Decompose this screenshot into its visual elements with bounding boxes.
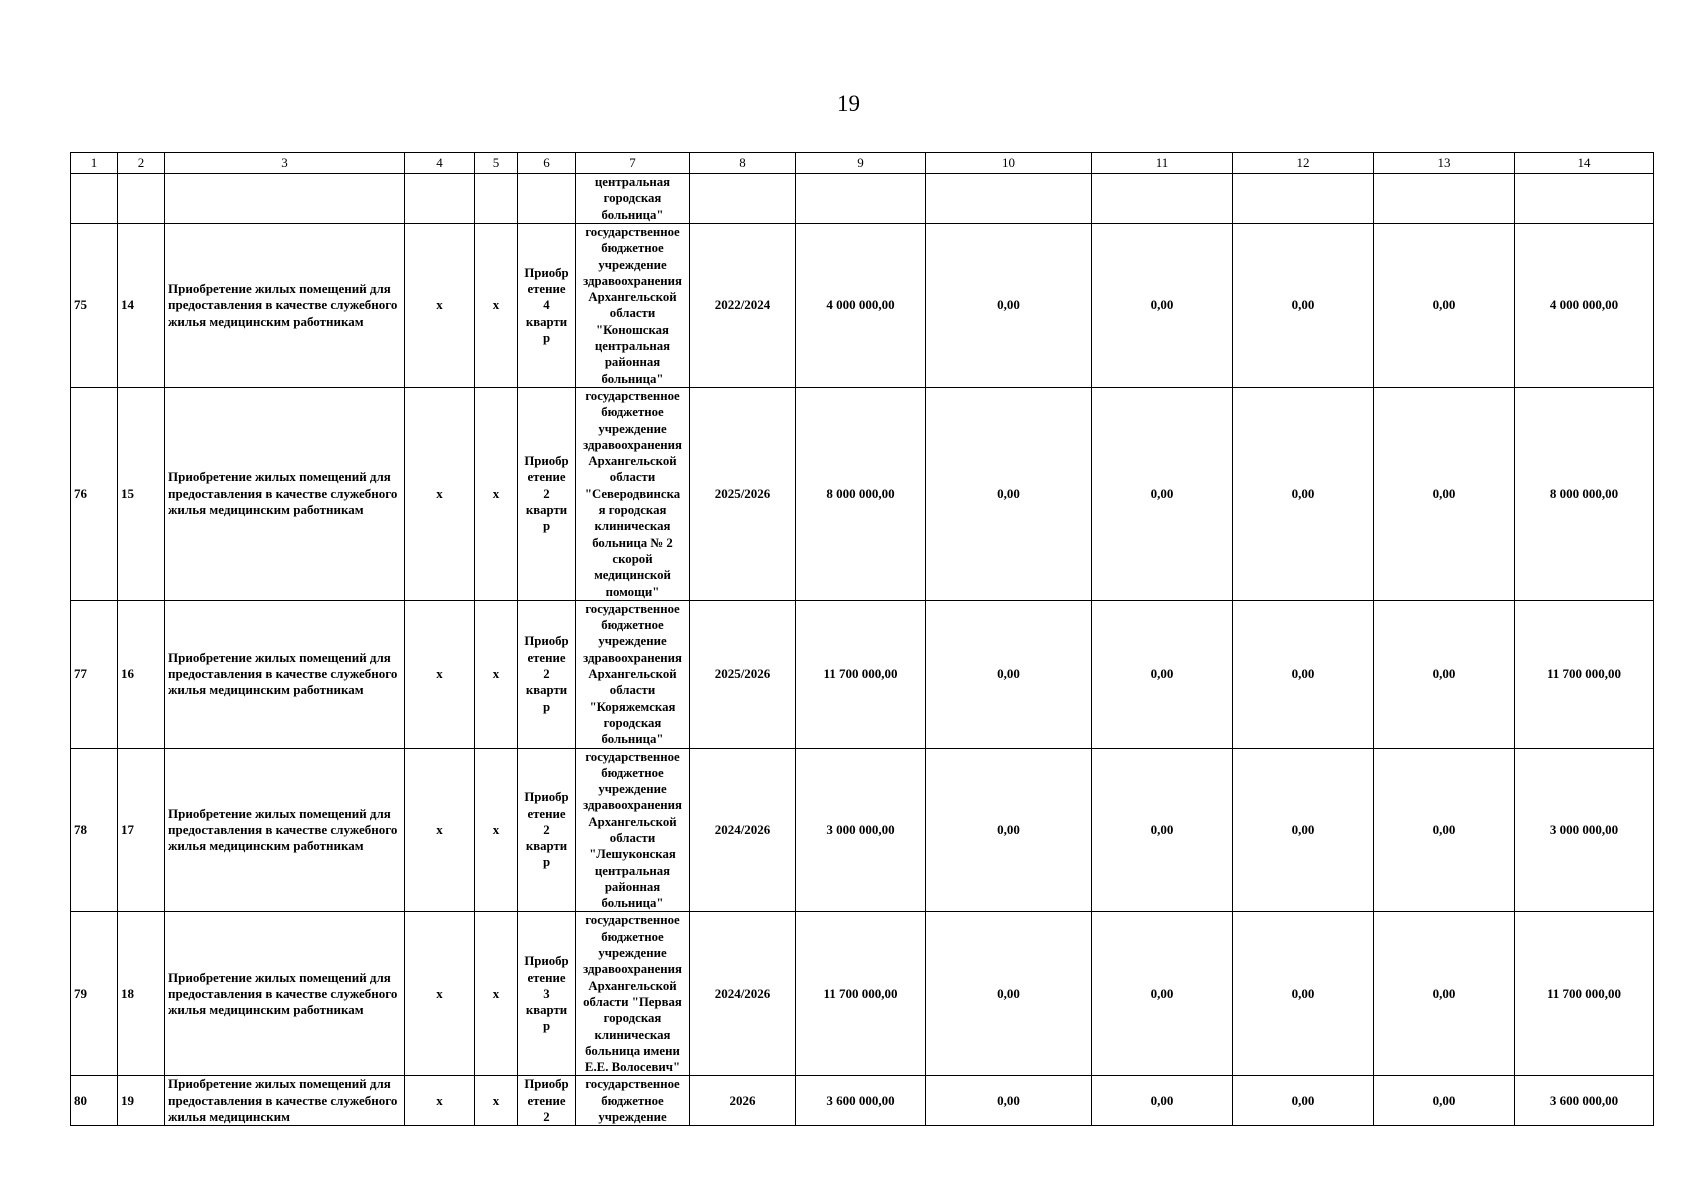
page-number: 19 bbox=[837, 91, 860, 116]
header-cell: 4 bbox=[405, 153, 475, 174]
org-cell: государственное бюджетное учреждение здравоохранения Архангельской области "Коряжемская городская больница" bbox=[576, 600, 690, 748]
table-row bbox=[71, 600, 1654, 748]
header-cell: 10 bbox=[926, 153, 1092, 174]
col5-cell: х bbox=[475, 748, 518, 912]
org-cell: центральная городская больница" bbox=[576, 174, 690, 224]
measure-name: Приобретение жилых помещений для предоставления в качестве служебного жилья медицинским работникам bbox=[165, 224, 405, 388]
amount-cell: 0,00 bbox=[1374, 748, 1515, 912]
header-cell: 14 bbox=[1515, 153, 1654, 174]
empty-cell bbox=[518, 174, 576, 224]
period-cell: 2025/2026 bbox=[690, 387, 796, 600]
amount-cell: 0,00 bbox=[1374, 387, 1515, 600]
org-cell: государственное бюджетное учреждение здравоохранения Архангельской области "Северодвинска я городская клиническая больница № 2 скорой медицинской помощи" bbox=[576, 387, 690, 600]
sub-number: 15 bbox=[118, 387, 165, 600]
empty-cell bbox=[1233, 174, 1374, 224]
amount-cell: 11 700 000,00 bbox=[796, 600, 926, 748]
measure-name: Приобретение жилых помещений для предоставления в качестве служебного жилья медицинским bbox=[165, 1076, 405, 1126]
col5-cell: х bbox=[475, 224, 518, 388]
row-number: 76 bbox=[71, 387, 118, 600]
header-cell: 1 bbox=[71, 153, 118, 174]
amount-cell: 11 700 000,00 bbox=[796, 912, 926, 1076]
result-cell: Приобр етение 4 кварти р bbox=[518, 224, 576, 388]
table-row-continuation bbox=[71, 174, 1654, 224]
header-cell: 12 bbox=[1233, 153, 1374, 174]
amount-cell: 3 000 000,00 bbox=[796, 748, 926, 912]
amount-cell: 8 000 000,00 bbox=[796, 387, 926, 600]
col5-cell: х bbox=[475, 1076, 518, 1126]
header-cell: 6 bbox=[518, 153, 576, 174]
result-cell: Приобр етение 2 кварти р bbox=[518, 387, 576, 600]
org-cell: государственное бюджетное учреждение здравоохранения Архангельской области "Лешуконская центральная районная больница" bbox=[576, 748, 690, 912]
amount-cell: 0,00 bbox=[1374, 1076, 1515, 1126]
empty-cell bbox=[118, 174, 165, 224]
col4-cell: х bbox=[405, 387, 475, 600]
empty-cell bbox=[1092, 174, 1233, 224]
amount-cell: 0,00 bbox=[926, 387, 1092, 600]
org-cell: государственное бюджетное учреждение здравоохранения Архангельской области "Коношская центральная районная больница" bbox=[576, 224, 690, 388]
amount-cell: 0,00 bbox=[926, 1076, 1092, 1126]
table-row bbox=[71, 387, 1654, 600]
header-row bbox=[71, 153, 1654, 174]
header-cell: 9 bbox=[796, 153, 926, 174]
table-row bbox=[71, 912, 1654, 1076]
table-row bbox=[71, 224, 1654, 388]
result-cell: Приобр етение 2 bbox=[518, 1076, 576, 1126]
amount-cell: 0,00 bbox=[1092, 912, 1233, 1076]
col4-cell: х bbox=[405, 912, 475, 1076]
amount-cell: 0,00 bbox=[1233, 387, 1374, 600]
empty-cell bbox=[690, 174, 796, 224]
header-cell: 7 bbox=[576, 153, 690, 174]
amount-cell: 11 700 000,00 bbox=[1515, 912, 1654, 1076]
measure-name: Приобретение жилых помещений для предоставления в качестве служебного жилья медицинским работникам bbox=[165, 600, 405, 748]
result-cell: Приобр етение 2 кварти р bbox=[518, 748, 576, 912]
header-cell: 8 bbox=[690, 153, 796, 174]
amount-cell: 0,00 bbox=[1233, 1076, 1374, 1126]
empty-cell bbox=[405, 174, 475, 224]
empty-cell bbox=[1515, 174, 1654, 224]
row-number: 80 bbox=[71, 1076, 118, 1126]
col5-cell: х bbox=[475, 600, 518, 748]
amount-cell: 3 600 000,00 bbox=[796, 1076, 926, 1126]
period-cell: 2025/2026 bbox=[690, 600, 796, 748]
amount-cell: 0,00 bbox=[1092, 600, 1233, 748]
sub-number: 18 bbox=[118, 912, 165, 1076]
col5-cell: х bbox=[475, 387, 518, 600]
row-number: 75 bbox=[71, 224, 118, 388]
amount-cell: 0,00 bbox=[926, 912, 1092, 1076]
row-number: 78 bbox=[71, 748, 118, 912]
row-number: 77 bbox=[71, 600, 118, 748]
sub-number: 19 bbox=[118, 1076, 165, 1126]
empty-cell bbox=[165, 174, 405, 224]
header-cell: 5 bbox=[475, 153, 518, 174]
amount-cell: 0,00 bbox=[1233, 600, 1374, 748]
empty-cell bbox=[1374, 174, 1515, 224]
period-cell: 2024/2026 bbox=[690, 912, 796, 1076]
amount-cell: 0,00 bbox=[1374, 912, 1515, 1076]
measure-name: Приобретение жилых помещений для предоставления в качестве служебного жилья медицинским работникам bbox=[165, 912, 405, 1076]
amount-cell: 4 000 000,00 bbox=[796, 224, 926, 388]
result-cell: Приобр етение 3 кварти р bbox=[518, 912, 576, 1076]
sub-number: 14 bbox=[118, 224, 165, 388]
amount-cell: 0,00 bbox=[1374, 224, 1515, 388]
measure-name: Приобретение жилых помещений для предоставления в качестве служебного жилья медицинским работникам bbox=[165, 387, 405, 600]
amount-cell: 0,00 bbox=[926, 224, 1092, 388]
col4-cell: х bbox=[405, 748, 475, 912]
header-cell: 2 bbox=[118, 153, 165, 174]
amount-cell: 3 000 000,00 bbox=[1515, 748, 1654, 912]
amount-cell: 0,00 bbox=[1092, 748, 1233, 912]
result-cell: Приобр етение 2 кварти р bbox=[518, 600, 576, 748]
amount-cell: 0,00 bbox=[1092, 1076, 1233, 1126]
org-cell: государственное бюджетное учреждение bbox=[576, 1076, 690, 1126]
col5-cell: х bbox=[475, 912, 518, 1076]
empty-cell bbox=[926, 174, 1092, 224]
amount-cell: 0,00 bbox=[1233, 748, 1374, 912]
col4-cell: х bbox=[405, 1076, 475, 1126]
sub-number: 16 bbox=[118, 600, 165, 748]
empty-cell bbox=[796, 174, 926, 224]
sub-number: 17 bbox=[118, 748, 165, 912]
header-cell: 13 bbox=[1374, 153, 1515, 174]
amount-cell: 0,00 bbox=[1374, 600, 1515, 748]
period-cell: 2022/2024 bbox=[690, 224, 796, 388]
amount-cell: 3 600 000,00 bbox=[1515, 1076, 1654, 1126]
amount-cell: 4 000 000,00 bbox=[1515, 224, 1654, 388]
amount-cell: 0,00 bbox=[1092, 224, 1233, 388]
empty-cell bbox=[71, 174, 118, 224]
period-cell: 2026 bbox=[690, 1076, 796, 1126]
empty-cell bbox=[475, 174, 518, 224]
row-number: 79 bbox=[71, 912, 118, 1076]
amount-cell: 0,00 bbox=[1092, 387, 1233, 600]
amount-cell: 11 700 000,00 bbox=[1515, 600, 1654, 748]
col4-cell: х bbox=[405, 600, 475, 748]
table-row bbox=[71, 748, 1654, 912]
measure-name: Приобретение жилых помещений для предоставления в качестве служебного жилья медицинским работникам bbox=[165, 748, 405, 912]
header-cell: 3 bbox=[165, 153, 405, 174]
amount-cell: 0,00 bbox=[926, 748, 1092, 912]
table-row bbox=[71, 1076, 1654, 1126]
amount-cell: 0,00 bbox=[926, 600, 1092, 748]
header-cell: 11 bbox=[1092, 153, 1233, 174]
amount-cell: 8 000 000,00 bbox=[1515, 387, 1654, 600]
amount-cell: 0,00 bbox=[1233, 224, 1374, 388]
data-table bbox=[70, 152, 1654, 1126]
org-cell: государственное бюджетное учреждение здравоохранения Архангельской области "Первая городская клиническая больница имени Е.Е. Волосевич" bbox=[576, 912, 690, 1076]
col4-cell: х bbox=[405, 224, 475, 388]
period-cell: 2024/2026 bbox=[690, 748, 796, 912]
amount-cell: 0,00 bbox=[1233, 912, 1374, 1076]
